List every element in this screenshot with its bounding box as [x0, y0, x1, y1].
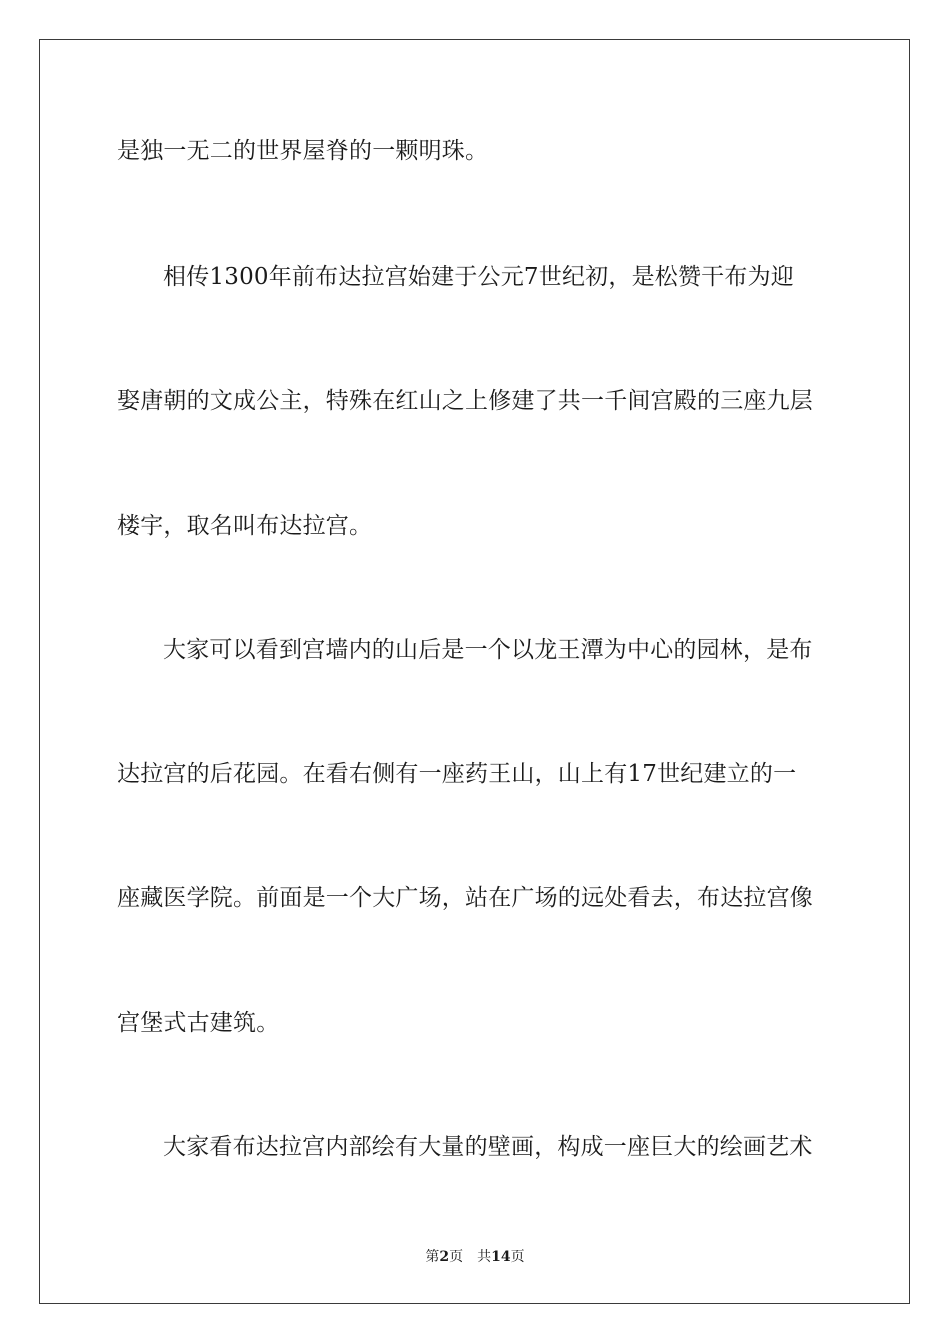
- text-line: 是独一无二的世界屋脊的一颗明珠。: [117, 138, 489, 164]
- page-footer: [0, 1248, 950, 1266]
- page-prefix: 第: [425, 1249, 440, 1265]
- page-number: 2: [439, 1249, 450, 1265]
- text-line: 楼宇，取名叫布达拉宫。: [117, 513, 373, 539]
- paragraph-start-line: 大家看布达拉宫内部绘有大量的壁画，构成一座巨大的绘画艺术: [163, 1134, 813, 1160]
- page-border: [39, 39, 910, 1304]
- paragraph-start-line: 大家可以看到宫墙内的山后是一个以龙王潭为中心的园林，是布: [163, 637, 813, 663]
- text-line: 宫堡式古建筑。: [117, 1010, 280, 1036]
- text-line: 娶唐朝的文成公主，特殊在红山之上修建了共一千间宫殿的三座九层: [117, 388, 813, 414]
- total-suffix: 页: [510, 1249, 525, 1265]
- total-pages: 14: [491, 1249, 511, 1265]
- total-prefix: 共: [477, 1249, 492, 1265]
- text-line: 座藏医学院。前面是一个大广场，站在广场的远处看去，布达拉宫像: [117, 885, 813, 911]
- text-line: 达拉宫的后花园。在看右侧有一座药王山，山上有17世纪建立的一: [117, 761, 797, 787]
- page-suffix: 页: [449, 1249, 464, 1265]
- paragraph-start-line: 相传1300年前布达拉宫始建于公元7世纪初，是松赞干布为迎: [163, 264, 794, 290]
